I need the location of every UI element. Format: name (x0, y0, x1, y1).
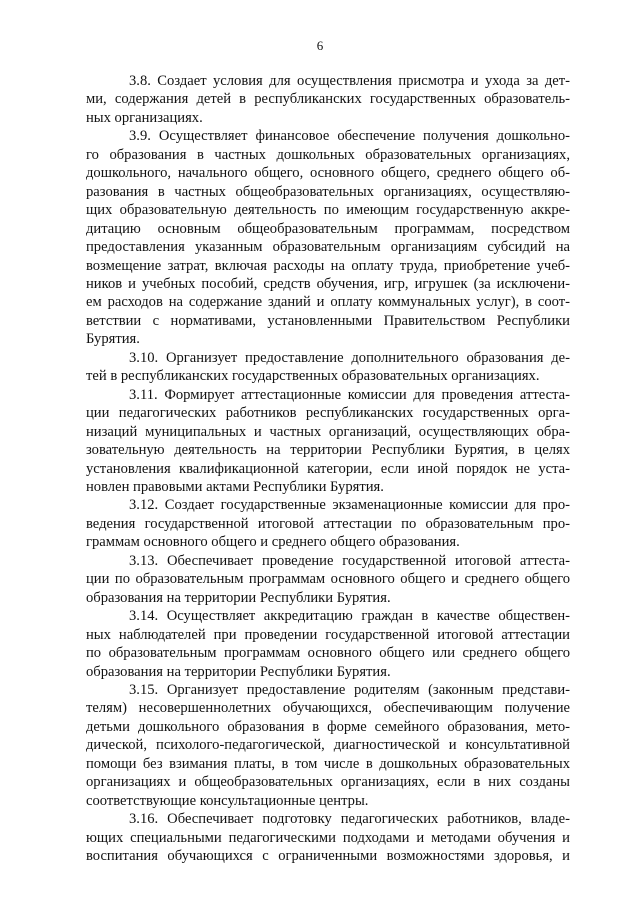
text-line: новлен правовыми актами Республики Бурятия. (86, 478, 384, 495)
page-number: 6 (316, 38, 324, 53)
text-line: 3.12. Создает государственные экзаменационные комиссии для про- (129, 497, 570, 514)
paragraph-3-8 (86, 72, 570, 127)
text-line: дической, психолого-педагогической, диагностической и консультативной (86, 737, 570, 754)
text-line: телям) несовершеннолетних обучающихся, обеспечивающим получение (86, 700, 570, 717)
text-line: образования на территории Республики Бурятия. (86, 663, 391, 680)
text-line: установления квалификационной категории, если иной порядок не уста- (86, 460, 570, 477)
text-line: щих образовательную деятельность по имеющим государственную аккре- (86, 202, 570, 219)
text-line: дошкольного, начального общего, основного общего, среднего общего об- (86, 165, 570, 182)
text-line: помощи без взимания платы, в том числе в дошкольных образовательных (86, 755, 570, 772)
text-line: организациях и общеобразовательных организациях, если в них созданы (86, 774, 570, 791)
text-line: ных организациях. (86, 109, 203, 126)
text-line: 3.14. Осуществляет аккредитацию граждан в качестве обществен- (129, 608, 570, 625)
text-line: 3.8. Создает условия для осуществления присмотра и ухода за дет- (129, 73, 570, 89)
text-line: ем расходов на содержание зданий и оплату коммунальных услуг), в соот- (86, 294, 570, 311)
text-line: зовательную деятельность на территории Республики Бурятия, в целях (86, 442, 570, 459)
text-line: воспитания обучающихся с ограниченными возможностями здоровья, и (86, 848, 570, 865)
text-line: ции по образовательным программам основного общего и среднего общего (86, 571, 570, 588)
text-line: 3.13. Обеспечивает проведение государственной итоговой аттеста- (129, 552, 570, 569)
text-line: соответствующие консультационные центры. (86, 792, 369, 809)
paragraph-3-9 (86, 127, 570, 348)
text-line: разования в частных общеобразовательных организациях, осуществляю- (86, 183, 570, 200)
paragraph-3-15 (86, 681, 570, 810)
text-line: 3.15. Организует предоставление родителям (законным представи- (129, 681, 570, 698)
text-line: ных наблюдателей при проведении государственной итоговой аттестации (86, 626, 570, 643)
text-line: ников и учебных пособий, средств обучения, игр, игрушек (за исключени- (86, 275, 570, 292)
document-body (86, 72, 570, 865)
text-line: низаций муниципальных и частных организаций, осуществляющих обра- (86, 423, 570, 440)
paragraph-3-13 (86, 552, 570, 607)
paragraph-3-10 (86, 349, 570, 386)
paragraph-3-11 (86, 386, 570, 497)
text-line: 3.16. Обеспечивает подготовку педагогических работников, владе- (129, 811, 570, 828)
text-line: 3.11. Формирует аттестационные комиссии для проведения аттеста- (129, 386, 570, 403)
text-line: ми, содержания детей в республиканских государственных образователь- (86, 91, 570, 108)
text-line: го образования в частных дошкольных образовательных организациях, (86, 146, 570, 163)
text-line: 3.10. Организует предоставление дополнительного образования де- (129, 349, 570, 366)
paragraph-3-14 (86, 607, 570, 681)
text-line: по образовательным программам основного общего или среднего общего (86, 645, 570, 662)
text-line: тей в республиканских государственных образовательных организациях. (86, 368, 540, 385)
text-line: ветствии с нормативами, установленными Правительством Республики (86, 312, 570, 329)
paragraph-3-16 (86, 810, 570, 865)
text-line: 3.9. Осуществляет финансовое обеспечение получения дошкольно- (129, 128, 570, 145)
text-line: детьми дошкольного образования в форме семейного образования, мето- (86, 718, 570, 735)
text-line: ющих специальными педагогическими подходами и методами обучения и (86, 829, 570, 846)
text-line: ции педагогических работников республиканских государственных орга- (86, 405, 570, 422)
text-line: Бурятия. (86, 331, 140, 348)
text-line: образования на территории Республики Бурятия. (86, 589, 391, 606)
text-line: ведения государственной итоговой аттестации по образовательным про- (86, 515, 570, 532)
paragraph-3-12 (86, 496, 570, 551)
text-line: дитацию основным общеобразовательным программам, посредством (86, 220, 570, 237)
text-line: граммам основного общего и среднего общего образования. (86, 534, 460, 551)
text-line: предоставления указанным образовательным организациям субсидий на (86, 239, 570, 256)
text-line: возмещение затрат, включая расходы на оплату труда, приобретение учеб- (86, 257, 570, 274)
